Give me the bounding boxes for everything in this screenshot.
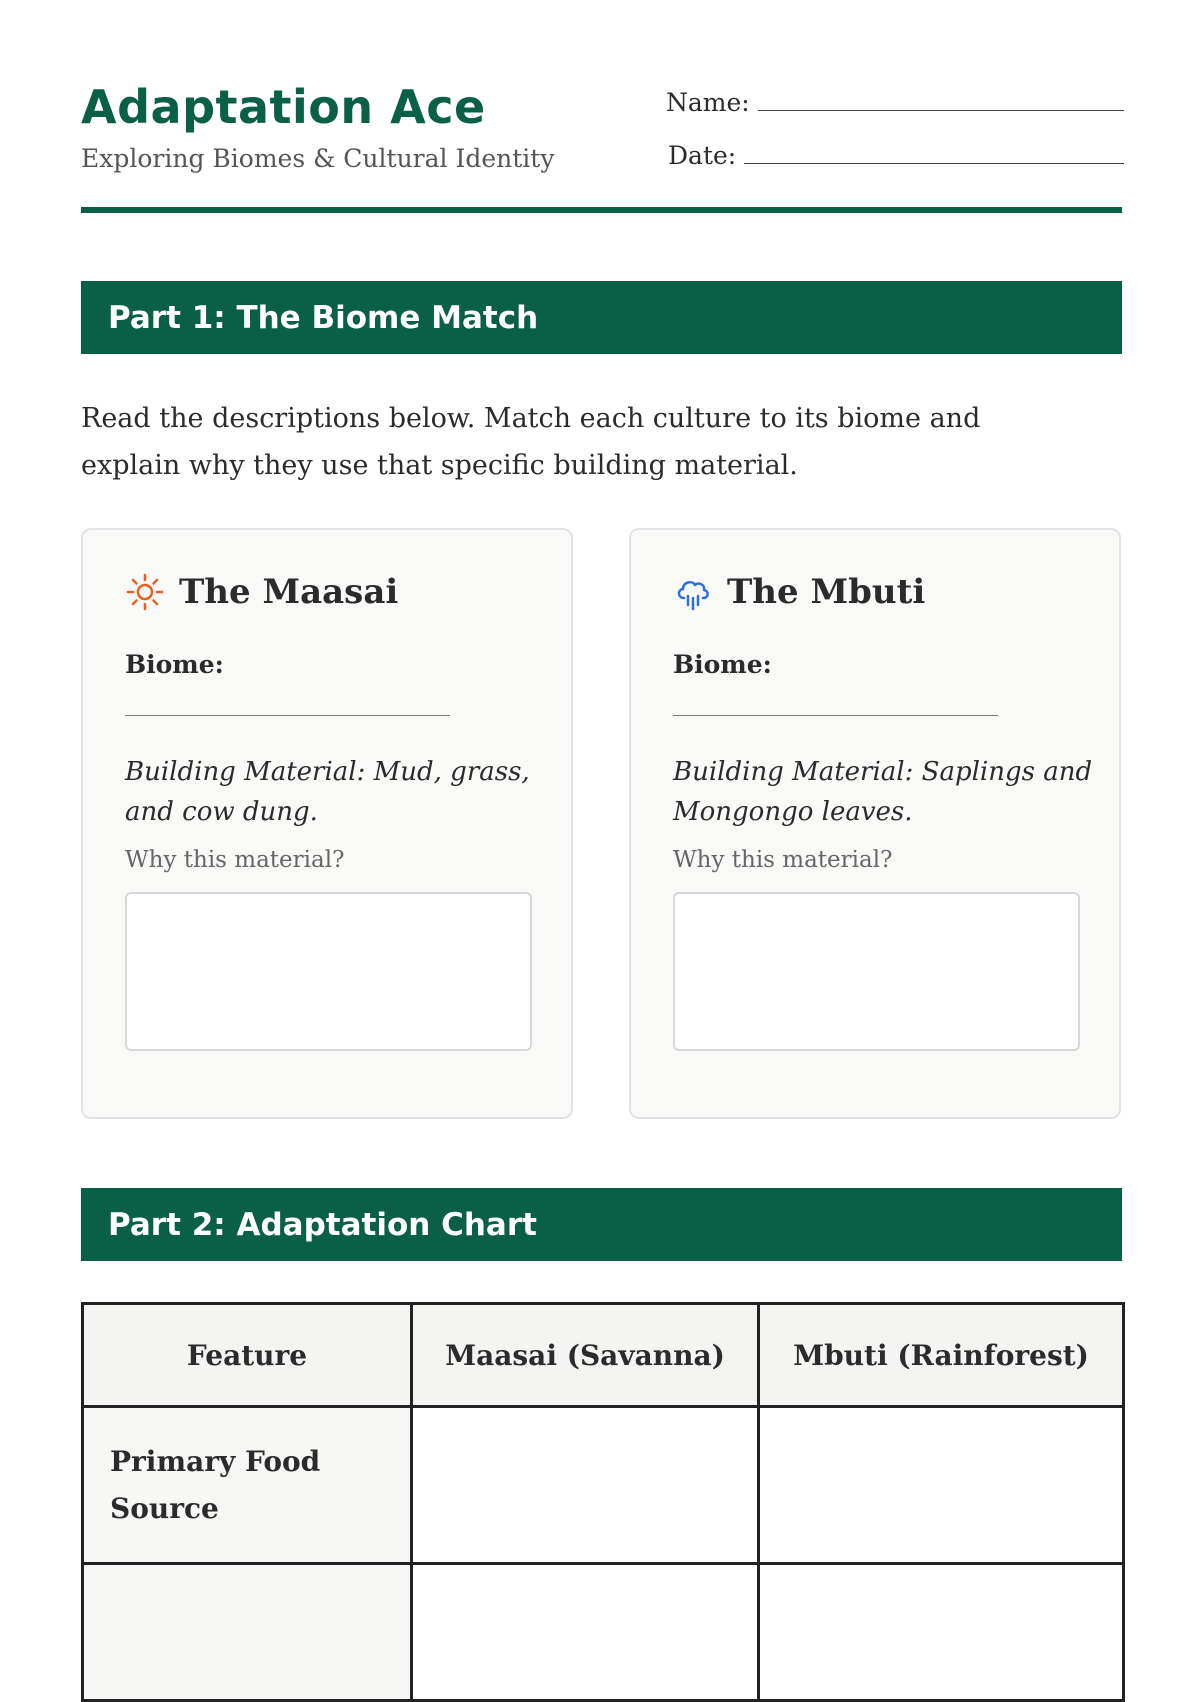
part1-heading: Part 1: The Biome Match <box>81 281 1122 354</box>
header-divider <box>81 207 1122 213</box>
biome-label: Biome: <box>673 650 772 679</box>
biome-answer-line[interactable] <box>125 715 450 716</box>
culture-card-mbuti <box>629 528 1121 1119</box>
adaptation-chart-table <box>81 1302 1125 1702</box>
part1-instructions: Read the descriptions below. Match each culture to its biome and explain why they use that specific building material. <box>81 403 981 481</box>
card-header <box>673 572 925 612</box>
biome-label: Biome: <box>125 650 224 679</box>
column-header-feature: Feature <box>83 1304 412 1407</box>
date-field[interactable] <box>668 141 1124 170</box>
why-material-label: Why this material? <box>125 847 345 873</box>
table-row <box>83 1564 1124 1701</box>
date-label: Date: <box>668 141 737 170</box>
why-material-answer-box[interactable] <box>125 892 532 1051</box>
card-header <box>125 572 398 612</box>
building-material-text: Building Material: Mud, grass, and cow dung. <box>125 757 530 827</box>
mbuti-answer-cell[interactable] <box>759 1407 1124 1564</box>
building-material-text: Building Material: Saplings and Mongongo leaves. <box>673 757 1093 827</box>
table-row <box>83 1407 1124 1564</box>
mbuti-answer-cell[interactable] <box>759 1564 1124 1701</box>
name-field[interactable] <box>666 88 1124 117</box>
worksheet-header <box>81 0 1122 215</box>
card-title: The Mbuti <box>727 572 926 612</box>
biome-answer-line[interactable] <box>673 715 998 716</box>
feature-cell: Primary Food Source <box>83 1407 412 1564</box>
column-header-mbuti: Mbuti (Rainforest) <box>759 1304 1124 1407</box>
feature-cell <box>83 1564 412 1701</box>
culture-card-maasai <box>81 528 573 1119</box>
rain-cloud-icon <box>673 572 713 612</box>
maasai-answer-cell[interactable] <box>412 1564 759 1701</box>
part2-heading: Part 2: Adaptation Chart <box>81 1188 1122 1261</box>
name-input-line[interactable] <box>758 110 1124 111</box>
date-input-line[interactable] <box>744 163 1124 164</box>
sun-icon <box>125 572 165 612</box>
page-title: Adaptation Ace <box>81 80 486 134</box>
maasai-answer-cell[interactable] <box>412 1407 759 1564</box>
why-material-answer-box[interactable] <box>673 892 1080 1051</box>
why-material-label: Why this material? <box>673 847 893 873</box>
table-header-row <box>83 1304 1124 1407</box>
card-title: The Maasai <box>179 572 399 612</box>
page-subtitle: Exploring Biomes & Cultural Identity <box>81 144 555 173</box>
name-label: Name: <box>666 88 750 117</box>
column-header-maasai: Maasai (Savanna) <box>412 1304 759 1407</box>
